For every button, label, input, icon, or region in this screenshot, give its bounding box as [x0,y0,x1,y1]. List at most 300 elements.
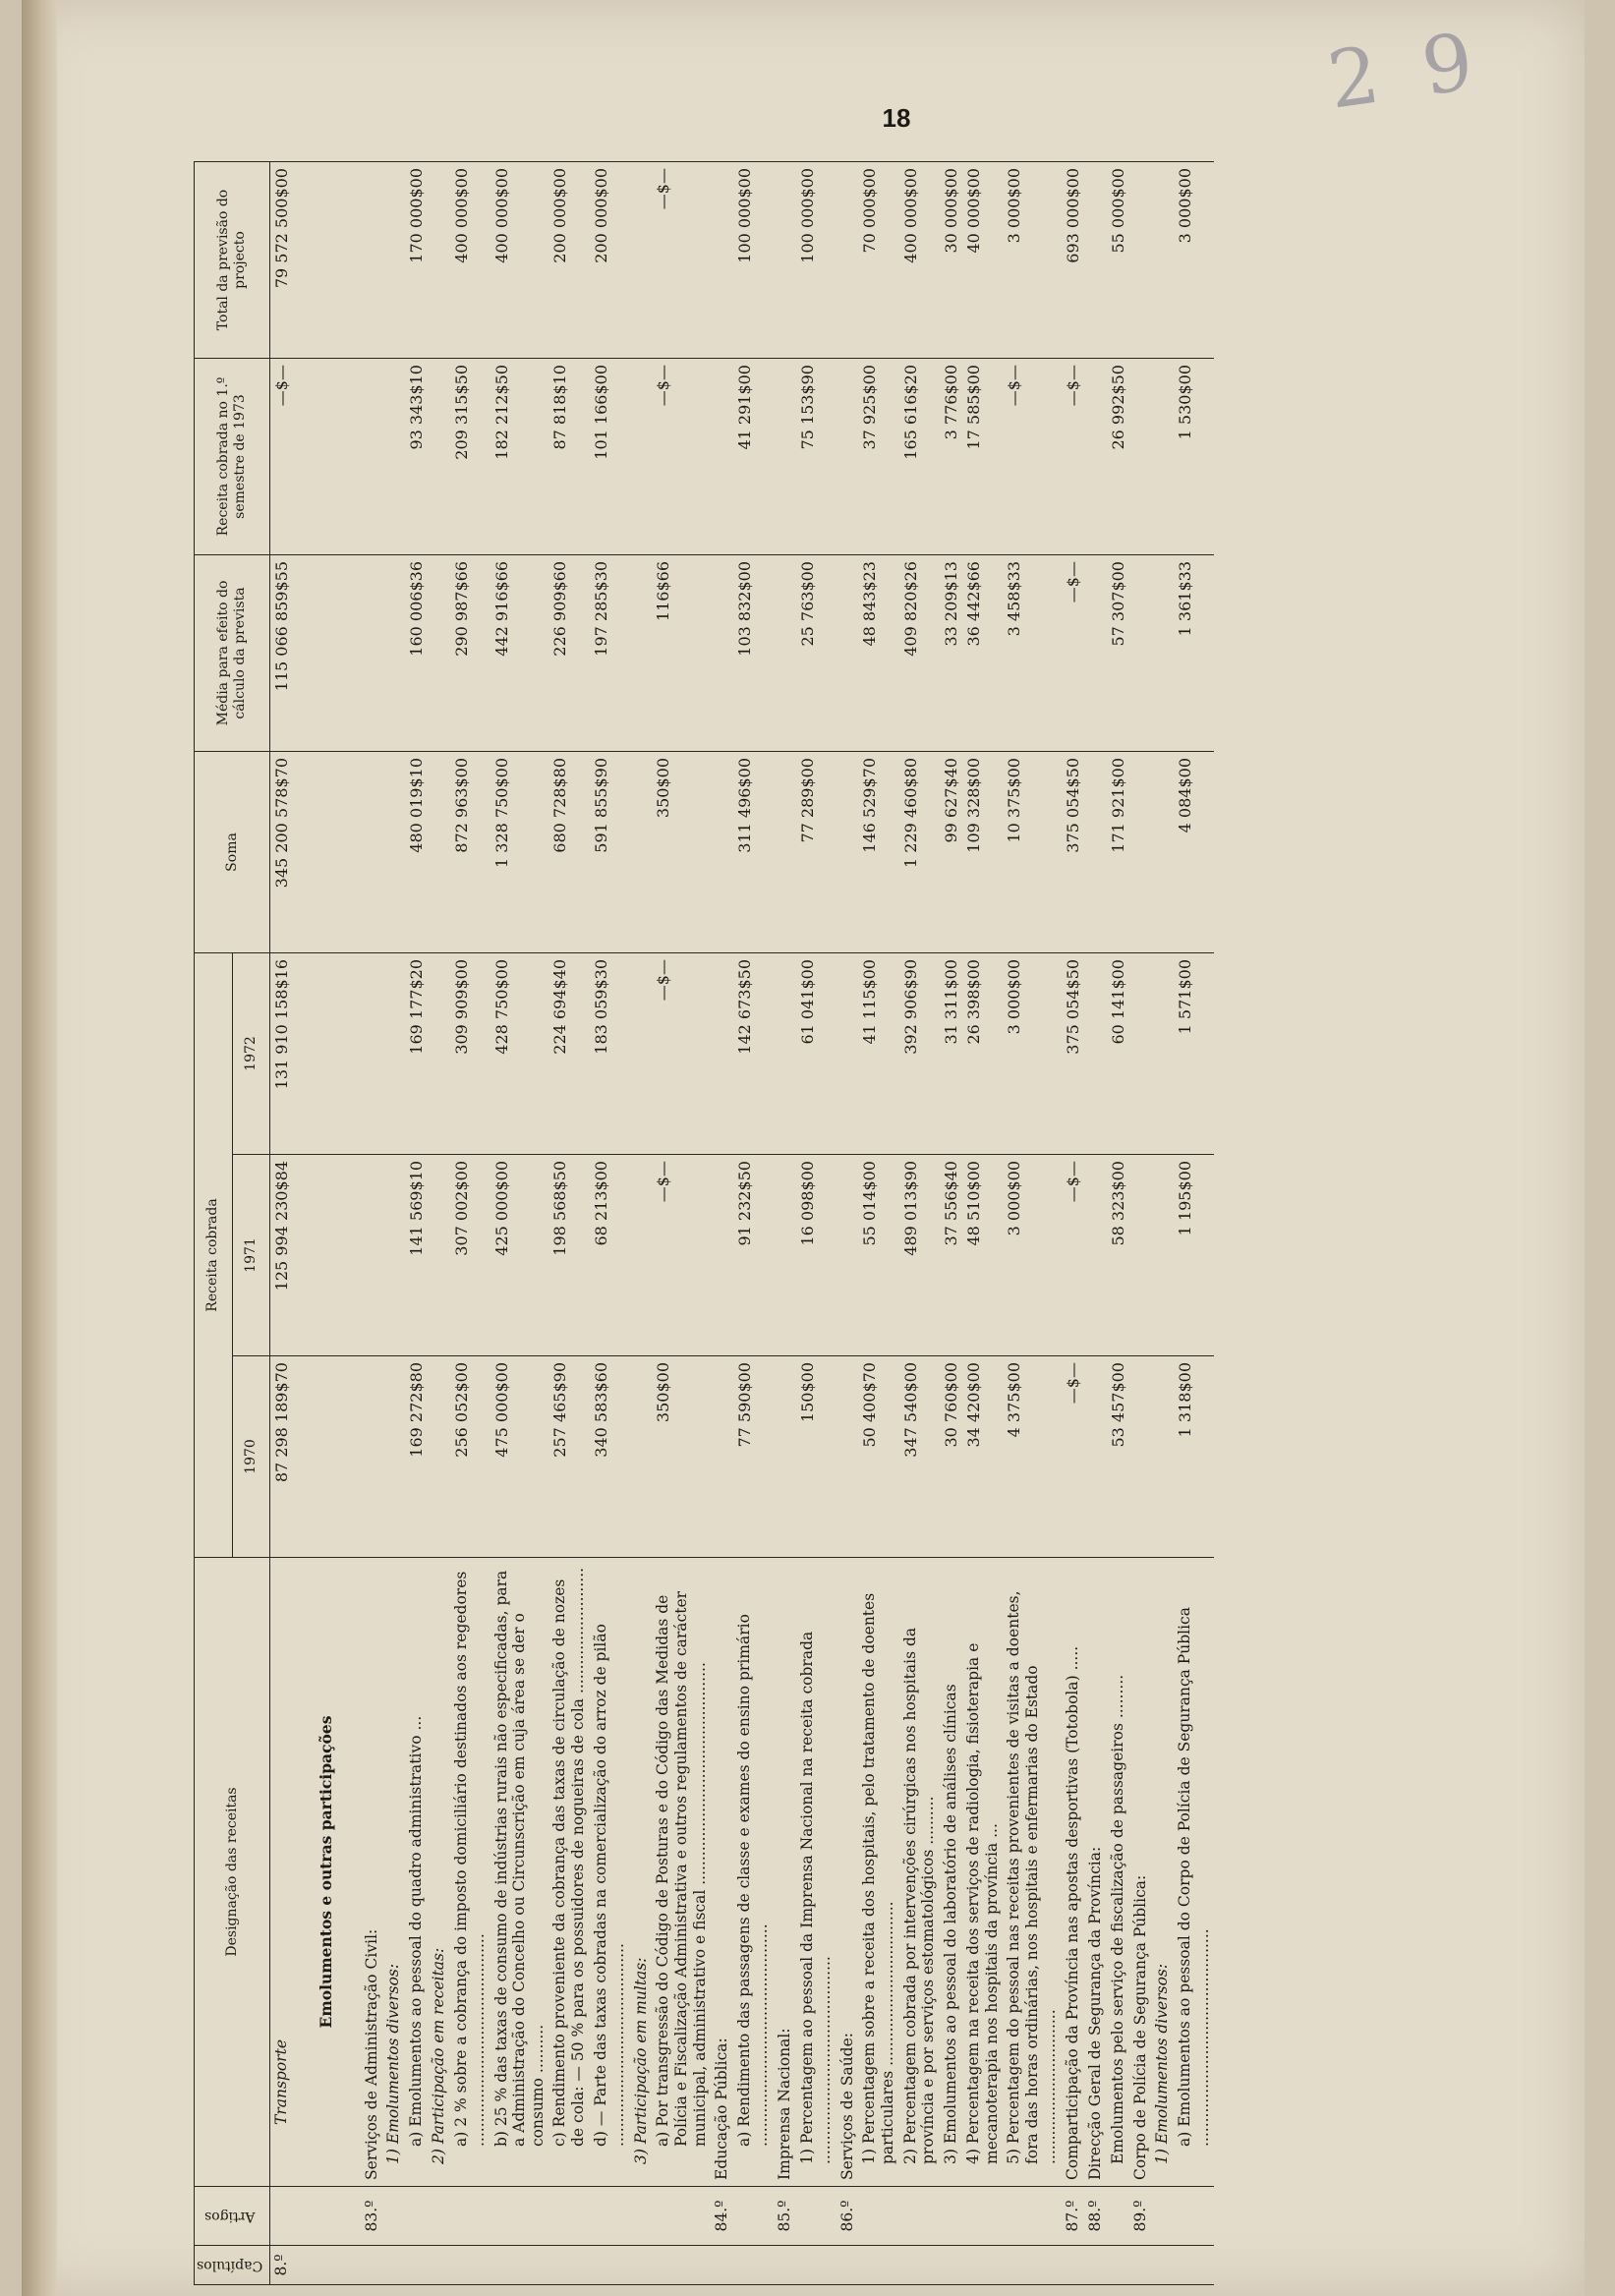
article-cell [490,2187,549,2246]
article-cell: 88.º [1084,2187,1107,2246]
table-row [405,162,428,2285]
value-cell-v1970 [836,1356,859,1558]
value-cell-sum [711,752,733,953]
table-row [962,162,1003,2285]
value-cell-half: 37 925$00 [858,359,898,555]
value-cell-avg: 409 820$26 [899,555,940,752]
value-cell-avg: 115 066 859$55 [270,555,316,752]
rotated-content [194,162,1609,2285]
table-row [428,162,450,2285]
article-cell: 85.º [774,2187,796,2246]
value-cell-total: 400 000$00 [899,162,940,359]
value-cell-v1972 [428,953,450,1155]
designation-cell: 4) Percentagem na receita dos serviços de radiologia, fisioterapia e mecanoterapia nos hospitais da província ... [962,1558,1003,2187]
value-cell-v1971 [630,1155,653,1356]
chapter-cell: 8.º [270,2246,316,2285]
table-row [1174,162,1214,2285]
value-cell-v1971: 48 510$00 [962,1155,1003,1356]
chapter-cell [1062,2246,1084,2285]
value-cell-avg: 25 763$00 [796,555,836,752]
value-cell-avg: 57 307$00 [1107,555,1129,752]
value-cell-v1971: 55 014$00 [858,1155,898,1356]
article-cell: 89.º [1129,2187,1152,2246]
value-cell-sum: 680 728$80 [548,752,589,953]
value-cell-v1972 [774,953,796,1155]
value-cell-total [1084,162,1107,359]
designation-cell: c) Rendimento proveniente da cobrança das taxas de circulação de nozes de cola: — 50 % para os possuidores de nogueiras de cola .......................... [548,1558,589,2187]
value-cell-sum: 350$00 [652,752,711,953]
value-cell-half: —$— [1062,359,1084,555]
table-row [1084,162,1107,2285]
value-cell-v1971 [316,1155,361,1356]
value-cell-v1972 [1129,953,1152,1155]
value-cell-half [1129,359,1152,555]
value-cell-half: 182 212$50 [490,359,549,555]
header-year-1971: 1971 [232,1155,270,1356]
value-cell-total [316,162,361,359]
value-cell-v1970: —$— [1062,1356,1084,1558]
value-cell-v1970: 4 375$00 [1003,1356,1062,1558]
article-cell: 87.º [1062,2187,1084,2246]
value-cell-avg [316,555,361,752]
value-cell-sum: 872 963$00 [450,752,490,953]
value-cell-half: 41 291$00 [733,359,774,555]
value-cell-v1972 [361,953,383,1155]
value-cell-total: 70 000$00 [858,162,898,359]
chapter-cell [1107,2246,1129,2285]
article-cell [652,2187,711,2246]
value-cell-sum [316,752,361,953]
chapter-cell [590,2246,630,2285]
value-cell-avg: 36 442$66 [962,555,1003,752]
chapter-cell [1003,2246,1062,2285]
rotated-table-area [194,162,1609,2285]
value-cell-avg [630,555,653,752]
value-cell-sum [382,752,405,953]
value-cell-v1970: 53 457$00 [1107,1356,1129,1558]
value-cell-v1971: 198 568$50 [548,1155,589,1356]
value-cell-v1971: 141 569$10 [405,1155,428,1356]
value-cell-v1970 [1129,1356,1152,1558]
chapter-cell [630,2246,653,2285]
article-cell [405,2187,428,2246]
value-cell-v1972 [630,953,653,1155]
value-cell-v1970: 475 000$00 [490,1356,549,1558]
value-cell-sum: 77 289$00 [796,752,836,953]
value-cell-v1972 [316,953,361,1155]
designation-cell: Serviços de Saúde: [836,1558,859,2187]
revenue-table [194,161,1214,2285]
value-cell-total: 3 000$00 [1003,162,1062,359]
value-cell-v1971 [428,1155,450,1356]
value-cell-avg [361,555,383,752]
value-cell-v1971: 425 000$00 [490,1155,549,1356]
value-cell-avg: 116$66 [652,555,711,752]
table-row [1151,162,1174,2285]
value-cell-avg: 33 209$13 [940,555,962,752]
article-cell [270,2187,316,2246]
value-cell-v1972: 224 694$40 [548,953,589,1155]
value-cell-v1971 [774,1155,796,1356]
chapter-cell [962,2246,1003,2285]
value-cell-v1971: 37 556$40 [940,1155,962,1356]
value-cell-half [1084,359,1107,555]
value-cell-half: —$— [652,359,711,555]
chapter-cell [796,2246,836,2285]
article-cell: 86.º [836,2187,859,2246]
value-cell-sum: 1 328 750$00 [490,752,549,953]
chapter-cell [361,2246,383,2285]
table-row [382,162,405,2285]
value-cell-v1972: —$— [652,953,711,1155]
table-row [652,162,711,2285]
article-cell [940,2187,962,2246]
designation-cell: 1) Percentagem ao pessoal da Imprensa Nacional na receita cobrada ........................................... [796,1558,836,2187]
value-cell-total [774,162,796,359]
value-cell-avg [1129,555,1152,752]
designation-cell: Corpo de Polícia de Segurança Pública: [1129,1558,1152,2187]
value-cell-v1971 [361,1155,383,1356]
header-total-forecast: Total da previsão do projecto [195,162,270,359]
table-row [1129,162,1152,2285]
value-cell-half: 3 776$00 [940,359,962,555]
value-cell-v1972: 183 059$30 [590,953,630,1155]
value-cell-v1971: 307 002$00 [450,1155,490,1356]
value-cell-v1970: 257 465$90 [548,1356,589,1558]
value-cell-v1972: 375 054$50 [1062,953,1084,1155]
value-cell-total: 40 000$00 [962,162,1003,359]
value-cell-sum [630,752,653,953]
chapter-cell [940,2246,962,2285]
header-year-1970: 1970 [232,1356,270,1558]
value-cell-sum [428,752,450,953]
value-cell-v1972: 131 910 158$16 [270,953,316,1155]
value-cell-total [382,162,405,359]
designation-cell: 3) Participação em multas: [630,1558,653,2187]
value-cell-sum: 109 328$00 [962,752,1003,953]
designation-cell: d) — Parte das taxas cobradas na comercialização do arroz de pilão .......................................... [590,1558,630,2187]
article-cell [316,2187,361,2246]
designation-cell: Emolumentos pelo serviço de fiscalização de passageiros ......... [1107,1558,1129,2187]
value-cell-v1972: 169 177$20 [405,953,428,1155]
value-cell-v1972: 142 673$50 [733,953,774,1155]
table-row [940,162,962,2285]
value-cell-v1970: 50 400$70 [858,1356,898,1558]
chapter-cell [1129,2246,1152,2285]
table-row [733,162,774,2285]
value-cell-v1971: —$— [1062,1155,1084,1356]
value-cell-v1972: 428 750$00 [490,953,549,1155]
value-cell-sum: 10 375$00 [1003,752,1062,953]
value-cell-v1971: 489 013$90 [899,1155,940,1356]
table-row [450,162,490,2285]
value-cell-v1972: 26 398$00 [962,953,1003,1155]
value-cell-sum: 591 855$90 [590,752,630,953]
value-cell-v1971: 68 213$00 [590,1155,630,1356]
value-cell-avg [1084,555,1107,752]
value-cell-avg: 226 909$60 [548,555,589,752]
designation-cell: Direcção Geral de Segurança da Província: [1084,1558,1107,2187]
table-row [1107,162,1129,2285]
value-cell-v1971 [1084,1155,1107,1356]
article-cell [962,2187,1003,2246]
value-cell-v1971: 58 323$00 [1107,1155,1129,1356]
value-cell-total [711,162,733,359]
table-header [195,162,270,2285]
value-cell-sum [1084,752,1107,953]
chapter-cell [774,2246,796,2285]
designation-cell: Comparticipação da Província nas apostas desportivas (Totobola) ..... [1062,1558,1084,2187]
handwritten-corner-mark: 2 9 [1322,14,1489,127]
table-row [270,162,316,2285]
value-cell-half: 209 315$50 [450,359,490,555]
value-cell-sum [836,752,859,953]
article-cell [630,2187,653,2246]
designation-cell: b) 25 % das taxas de consumo de indústrias rurais não especificadas, para a Administração do Concelho ou Circunscrição em cuja área se der o consumo .......... [490,1558,549,2187]
designation-cell: a) Emolumentos ao pessoal do quadro administrativo ... [405,1558,428,2187]
table-row [316,162,361,2285]
designation-cell: Emolumentos e outras participações [316,1558,361,2187]
chapter-cell [711,2246,733,2285]
chapter-cell [1174,2246,1214,2285]
value-cell-avg: 197 285$30 [590,555,630,752]
value-cell-half [316,359,361,555]
value-cell-total [836,162,859,359]
value-cell-v1970: 30 760$00 [940,1356,962,1558]
designation-cell: Transporte [270,1558,316,2187]
value-cell-half: 101 166$00 [590,359,630,555]
value-cell-v1971 [836,1155,859,1356]
table-body [270,162,1215,2285]
designation-cell: Educação Pública: [711,1558,733,2187]
designation-cell: Imprensa Nacional: [774,1558,796,2187]
table-row [548,162,589,2285]
value-cell-v1972: 309 909$00 [450,953,490,1155]
header-first-half: Receita cobrada no 1.º semestre de 1973 [195,359,270,555]
header-collected-group: Receita cobrada [195,953,233,1558]
designation-cell: 1) Percentagem sobre a receita dos hospitais, pelo tratamento de doentes particulares .................................. [858,1558,898,2187]
designation-cell: 5) Percentagem do pessoal nas receitas provenientes de visitas a doentes, fora das horas ordinárias, nos hospitais e enfermarias do Estado ................................ [1003,1558,1062,2187]
chapter-cell [733,2246,774,2285]
value-cell-total: 200 000$00 [548,162,589,359]
value-cell-avg [428,555,450,752]
value-cell-v1972: 60 141$00 [1107,953,1129,1155]
value-cell-total: 3 000$00 [1174,162,1214,359]
value-cell-sum: 4 084$00 [1174,752,1214,953]
chapter-cell [490,2246,549,2285]
table-row [836,162,859,2285]
value-cell-v1972 [711,953,733,1155]
value-cell-total: 693 000$00 [1062,162,1084,359]
value-cell-avg: 1 361$33 [1174,555,1214,752]
value-cell-sum: 1 229 460$80 [899,752,940,953]
article-cell [858,2187,898,2246]
table-row [711,162,733,2285]
value-cell-sum: 480 019$10 [405,752,428,953]
article-cell [733,2187,774,2246]
article-cell [590,2187,630,2246]
article-cell [428,2187,450,2246]
table-row [490,162,549,2285]
value-cell-sum [1151,752,1174,953]
article-cell: 83.º [361,2187,383,2246]
value-cell-avg: 48 843$23 [858,555,898,752]
value-cell-total [1129,162,1152,359]
article-cell: 84.º [711,2187,733,2246]
article-cell [1107,2187,1129,2246]
value-cell-half: 1 530$00 [1174,359,1214,555]
table-row [796,162,836,2285]
value-cell-sum: 171 921$00 [1107,752,1129,953]
chapter-cell [1151,2246,1174,2285]
designation-cell: a) Rendimento das passagens de classe e exames do ensino primário .............................................. [733,1558,774,2187]
value-cell-v1970 [428,1356,450,1558]
value-cell-total: 200 000$00 [590,162,630,359]
value-cell-avg: 103 832$00 [733,555,774,752]
header-chapters: Capítulos [195,2246,270,2285]
table-row [630,162,653,2285]
value-cell-half [711,359,733,555]
value-cell-total: 30 000$00 [940,162,962,359]
header-average: Média para efeito do cálculo da prevista [195,555,270,752]
table-row [361,162,383,2285]
designation-cell: 1) Emolumentos diversos: [382,1558,405,2187]
value-cell-avg [836,555,859,752]
value-cell-sum [774,752,796,953]
value-cell-v1970 [774,1356,796,1558]
value-cell-half: 165 616$20 [899,359,940,555]
chapter-cell [899,2246,940,2285]
article-cell [1174,2187,1214,2246]
value-cell-v1970: 1 318$00 [1174,1356,1214,1558]
value-cell-v1972: 61 041$00 [796,953,836,1155]
value-cell-v1972 [1151,953,1174,1155]
article-cell [1151,2187,1174,2246]
value-cell-sum [1129,752,1152,953]
value-cell-avg [382,555,405,752]
value-cell-v1970: 77 590$00 [733,1356,774,1558]
value-cell-total [630,162,653,359]
value-cell-v1971 [1129,1155,1152,1356]
value-cell-total: 400 000$00 [490,162,549,359]
table-row [1003,162,1062,2285]
value-cell-v1972: 1 571$00 [1174,953,1214,1155]
value-cell-v1970: 347 540$00 [899,1356,940,1558]
page-binding-edge [22,0,57,2296]
value-cell-v1971 [711,1155,733,1356]
value-cell-v1972 [836,953,859,1155]
value-cell-v1970: 34 420$00 [962,1356,1003,1558]
value-cell-half: 26 992$50 [1107,359,1129,555]
value-cell-v1971: 91 232$50 [733,1155,774,1356]
value-cell-v1970: 150$00 [796,1356,836,1558]
chapter-cell [316,2246,361,2285]
table-row [1062,162,1084,2285]
article-cell [382,2187,405,2246]
value-cell-half [630,359,653,555]
value-cell-avg [774,555,796,752]
value-cell-total [1151,162,1174,359]
designation-cell: a) Emolumentos ao pessoal do Corpo de Polícia de Segurança Pública ............................................. [1174,1558,1214,2187]
value-cell-v1971: —$— [652,1155,711,1356]
value-cell-half: —$— [1003,359,1062,555]
designation-cell: 3) Emolumentos ao pessoal do laboratório de análises clínicas [940,1558,962,2187]
value-cell-v1970 [382,1356,405,1558]
designation-cell: 1) Emolumentos diversos: [1151,1558,1174,2187]
value-cell-avg: 160 006$36 [405,555,428,752]
designation-cell: Serviços de Administração Civil: [361,1558,383,2187]
value-cell-sum: 375 054$50 [1062,752,1084,953]
value-cell-half: —$— [270,359,316,555]
document-page [22,0,1585,2296]
value-cell-total: 100 000$00 [796,162,836,359]
value-cell-v1971: 3 000$00 [1003,1155,1062,1356]
value-cell-total [361,162,383,359]
header-designation: Designação das receitas [195,1558,270,2187]
value-cell-total: 170 000$00 [405,162,428,359]
chapter-cell [548,2246,589,2285]
value-cell-total [428,162,450,359]
table-row [858,162,898,2285]
value-cell-v1972: 31 311$00 [940,953,962,1155]
header-articles: Artigos [195,2187,270,2246]
value-cell-total: 400 000$00 [450,162,490,359]
value-cell-v1971: 1 195$00 [1174,1155,1214,1356]
article-cell [899,2187,940,2246]
value-cell-v1971: 125 994 230$84 [270,1155,316,1356]
value-cell-half [1151,359,1174,555]
chapter-cell [428,2246,450,2285]
chapter-cell [405,2246,428,2285]
value-cell-v1970 [1151,1356,1174,1558]
value-cell-avg: 442 916$66 [490,555,549,752]
value-cell-sum: 345 200 578$70 [270,752,316,953]
value-cell-total: 79 572 500$00 [270,162,316,359]
chapter-cell [858,2246,898,2285]
value-cell-v1971: 16 098$00 [796,1155,836,1356]
value-cell-sum: 146 529$70 [858,752,898,953]
value-cell-v1970 [711,1356,733,1558]
value-cell-v1970 [316,1356,361,1558]
value-cell-sum [361,752,383,953]
value-cell-v1971 [382,1155,405,1356]
value-cell-sum: 99 627$40 [940,752,962,953]
chapter-cell [450,2246,490,2285]
value-cell-avg: 290 987$66 [450,555,490,752]
designation-cell: 2) Percentagem cobrada por intervenções cirúrgicas nos hospitais da província e por serviços estomatológicos .......... [899,1558,940,2187]
value-cell-half: 75 153$90 [796,359,836,555]
article-cell [1003,2187,1062,2246]
value-cell-total: 100 000$00 [733,162,774,359]
value-cell-half: 87 818$10 [548,359,589,555]
value-cell-v1970 [630,1356,653,1558]
chapter-cell [836,2246,859,2285]
value-cell-v1970: 169 272$80 [405,1356,428,1558]
chapter-cell [1084,2246,1107,2285]
value-cell-half [382,359,405,555]
value-cell-v1972: 392 906$90 [899,953,940,1155]
designation-cell: a) 2 % sobre a cobrança do imposto domiciliário destinados aos regedores ............................................ [450,1558,490,2187]
article-cell [796,2187,836,2246]
value-cell-avg [711,555,733,752]
article-cell [450,2187,490,2246]
article-cell [548,2187,589,2246]
value-cell-half [361,359,383,555]
value-cell-half [428,359,450,555]
value-cell-v1972: 3 000$00 [1003,953,1062,1155]
value-cell-half [836,359,859,555]
chapter-cell [652,2246,711,2285]
